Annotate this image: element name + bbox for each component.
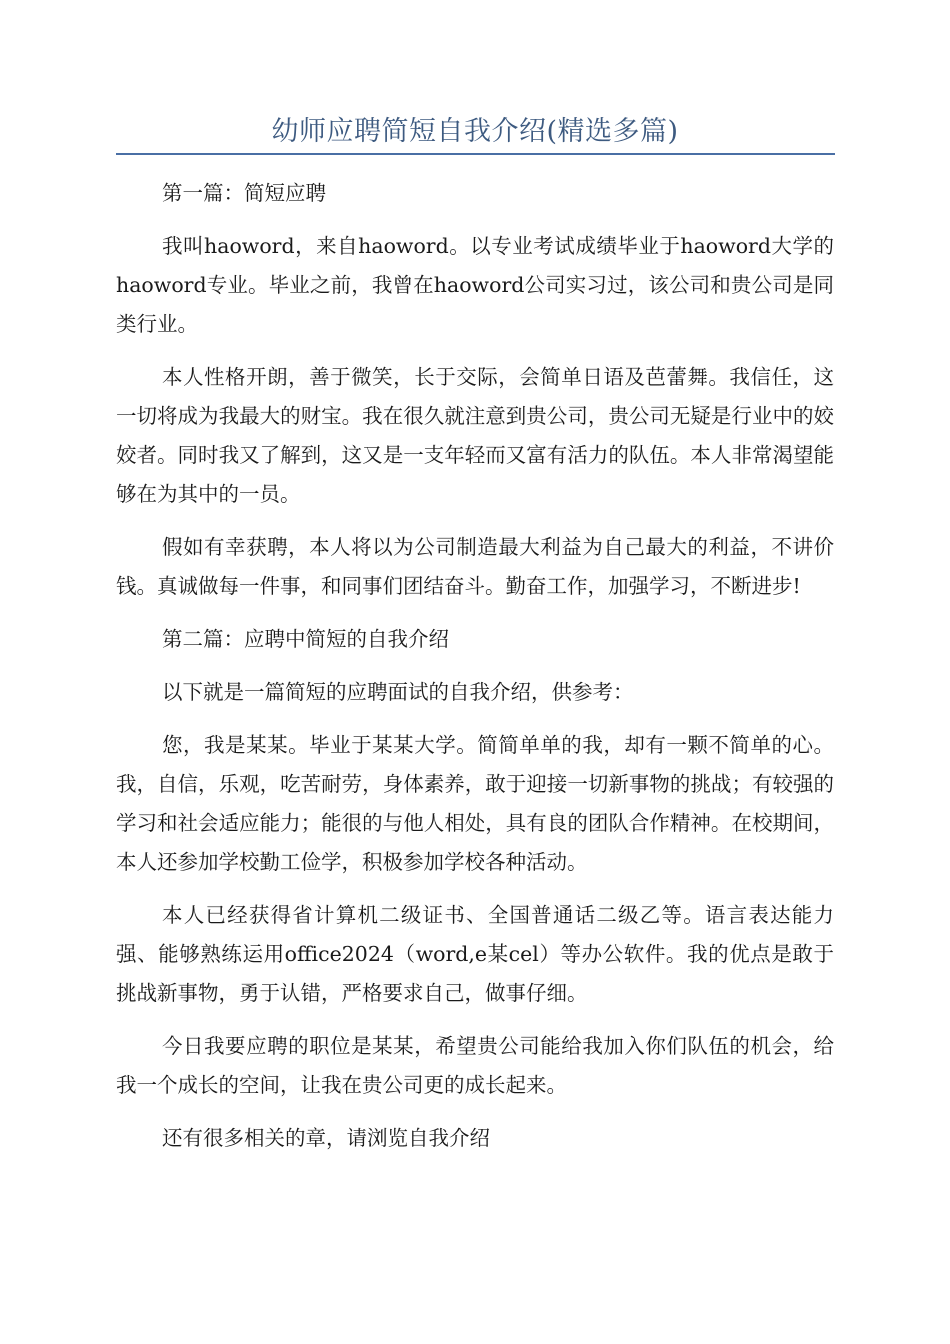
document-body	[116, 174, 834, 1172]
section-heading-2: 第二篇：应聘中简短的自我介绍	[162, 627, 449, 651]
paragraph: 本人性格开朗，善于微笑，长于交际，会简单日语及芭蕾舞。我信任，这一切将成为我最大的财宝。我在很久就注意到贵公司，贵公司无疑是行业中的姣姣者。同时我又了解到，这又是一支年轻而又富有活力的队伍。本人非常渴望能够在为其中的一员。	[116, 365, 834, 506]
paragraph: 今日我要应聘的职位是某某，希望贵公司能给我加入你们队伍的机会，给我一个成长的空间，让我在贵公司更的成长起来。	[116, 1034, 834, 1097]
paragraph: 以下就是一篇简短的应聘面试的自我介绍，供参考：	[162, 680, 634, 704]
closing-note: 还有很多相关的章，请浏览自我介绍	[162, 1126, 490, 1150]
paragraph: 我叫haoword，来自haoword。以专业考试成绩毕业于haoword大学的haoword专业。毕业之前，我曾在haoword公司实习过，该公司和贵公司是同类行业。	[116, 234, 834, 336]
paragraph: 您，我是某某。毕业于某某大学。简简单单的我，却有一颗不简单的心。我，自信，乐观，吃苦耐劳，身体素养，敢于迎接一切新事物的挑战；有较强的学习和社会适应能力；能很的与他人相处，具有良的团队合作精神。在校期间，本人还参加学校勤工俭学，积极参加学校各种活动。	[116, 733, 834, 874]
section-heading-1: 第一篇：简短应聘	[162, 181, 326, 205]
paragraph: 本人已经获得省计算机二级证书、全国普通话二级乙等。语言表达能力强、能够熟练运用office2024（word,e某cel）等办公软件。我的优点是敢于挑战新事物，勇于认错，严格要求自己，做事仔细。	[116, 903, 834, 1005]
title-underline	[116, 153, 835, 155]
document-title: 幼师应聘简短自我介绍(精选多篇)	[271, 116, 679, 147]
paragraph: 假如有幸获聘，本人将以为公司制造最大利益为自己最大的利益，不讲价钱。真诚做每一件事，和同事们团结奋斗。勤奋工作，加强学习，不断进步!	[116, 535, 834, 598]
